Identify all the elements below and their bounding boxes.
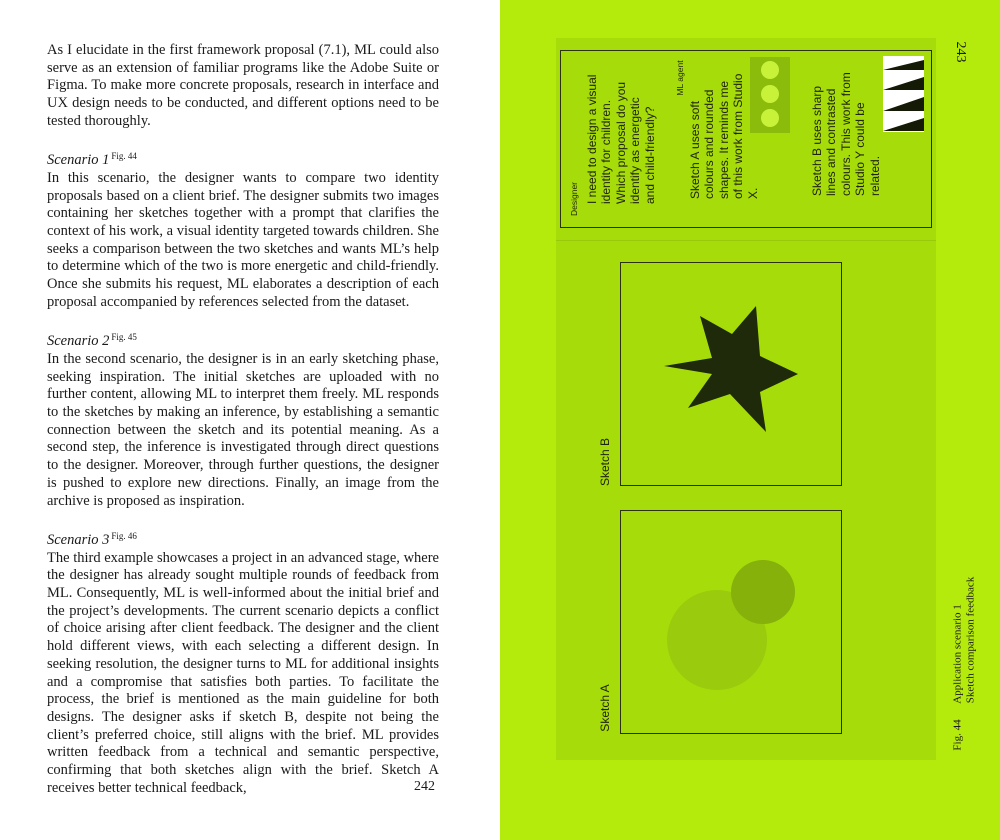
reference-thumbnail-a <box>750 57 790 133</box>
reference-thumbnail-b <box>883 56 924 132</box>
star-icon <box>664 306 798 432</box>
designer-label: Designer <box>569 181 579 217</box>
scenario-3-title: Scenario 3 <box>47 531 110 548</box>
scenario-2-heading <box>47 329 439 351</box>
caption-subtitle: Sketch comparison feedback <box>964 576 977 704</box>
scenario-1-body: In this scenario, the designer wants to compare two identity proposals based on a client brief. The designer submits two images containing her sketches together with a prompt that clarifies the context of his work, a visual identity targeted towards children. She seeks a comparison between the two sketches and wants ML’s help to determine which of the two is more energetic and child-friendly. Once she submits his request, ML elaborates a description of each proposal accompanied by references selected from the dataset. <box>47 169 439 310</box>
intro-paragraph: As I elucidate in the first framework proposal (7.1), ML could also serve as an extension of familiar programs like the Adobe Suite or Figma. To make more concrete proposals, research in interface and UX design needs to be conducted, and different options need to be tested thoroughly. <box>47 42 439 129</box>
small-circle-icon <box>731 560 795 624</box>
chat-divider <box>556 240 936 241</box>
scenario-2-figref: Fig. 45 <box>111 332 137 343</box>
circles-icon <box>761 85 779 103</box>
agent-label: ML agent <box>675 60 685 96</box>
agent-message-b: Sketch B uses sharp lines and contrasted colours. This work from Studio Y could be related. <box>809 72 882 196</box>
page-number-right: 243 <box>953 41 968 63</box>
sketch-b-label: Sketch B <box>598 437 612 487</box>
scenario-3-heading <box>47 528 439 550</box>
sketch-a-artwork <box>620 510 842 734</box>
scenario-1-figref: Fig. 44 <box>111 151 137 162</box>
scenario-1-title: Scenario 1 <box>47 152 110 169</box>
circles-icon <box>761 109 779 127</box>
sketch-a-label: Sketch A <box>598 684 612 732</box>
body-text <box>47 42 439 797</box>
scenario-2-title: Scenario 2 <box>47 333 110 350</box>
page-number-left: 242 <box>414 779 435 794</box>
sketch-b-artwork <box>620 262 842 486</box>
circles-icon <box>761 61 779 79</box>
agent-message-a: Sketch A uses soft colours and rounded shapes. It reminds me of this work from Studio X. <box>687 73 760 199</box>
scenario-1-heading <box>47 148 439 170</box>
scenario-3-body: The third example showcases a project in an advanced stage, where the designer has already sought multiple rounds of feedback from ML. Consequently, ML is well-informed about the initial brief and the project’s developments. The current scenario depicts a conflict of choice arising after client feedback. The designer and the client hold different views, with each selecting a different design. In seeking resolution, the designer turns to ML for additional insights and a compromise that satisfies both parties. To facilitate the process, the brief is mentioned as the main guideline for both designs. The designer asks if sketch B, despite not being the client’s preferred choice, still aligns with the brief. ML provides written feedback from a technical and semantic perspective, confirming that both sketches align with the brief. Sketch A receives better technical feedback, <box>47 549 439 796</box>
scenario-3-figref: Fig. 46 <box>111 530 137 541</box>
caption-fig-number: Fig. 44 <box>951 719 964 751</box>
designer-message: I need to design a visual identity for children. Which proposal do you identify as energetic and child-friendly? <box>584 74 657 204</box>
scenario-2-body: In the second scenario, the designer is in an early sketching phase, seeking inspiration. The initial sketches are uploaded with no further content, allowing ML to interpret them freely. ML responds to the sketches by making an inference, by establishing a semantic connection between the sketch and its potential meaning. As a second step, the inference is investigated through direct questions to the designer. Moreover, through further questions, the designer is pushed to explore new directions. Finally, an image from the archive is proposed as inspiration. <box>47 350 439 509</box>
caption-title: Application scenario 1 <box>951 604 964 704</box>
